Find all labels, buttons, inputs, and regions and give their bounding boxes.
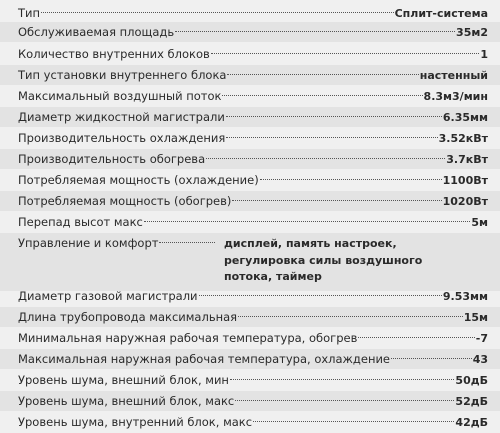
spec-value: 8.3м3/мин [423,90,488,103]
spec-row-control-comfort [0,233,500,291]
spec-row-area [0,22,500,42]
dot-leader [199,295,442,296]
dot-leader [227,74,418,75]
dot-leader [206,158,445,159]
spec-value: 52дБ [455,395,488,408]
spec-row-indoor-units [18,44,488,64]
spec-label: Уровень шума, внутренний блок, макс [18,415,253,429]
spec-label: Максимальная наружная рабочая температура, охлаждение [18,352,391,366]
dot-leader [226,137,437,138]
dot-leader [230,379,454,380]
spec-value: 42дБ [455,416,488,429]
spec-label: Тип [18,6,41,20]
spec-value: 1 [480,48,488,61]
spec-label: Уровень шума, внешний блок, макс [18,394,235,408]
spec-row-cooling-capacity [18,128,488,148]
dot-leader [41,12,394,13]
spec-row-max-outdoor-temp [0,349,500,369]
dot-leader [232,200,441,201]
dot-leader [211,53,480,54]
spec-row-pipe-length [0,307,500,327]
spec-label: Перепад высот макс [18,215,143,229]
spec-row-type [18,3,488,23]
dot-leader [159,242,215,243]
spec-label: Диаметр газовой магистрали [18,289,198,303]
spec-value: -7 [475,332,488,345]
spec-row-power-cooling [18,170,488,190]
spec-label: Максимальный воздушный поток [18,89,222,103]
spec-value: 3.52кВт [438,132,488,145]
dot-leader [226,116,442,117]
dot-leader [144,221,471,222]
spec-label: Производительность обогрева [18,152,206,166]
spec-label: Минимальная наружная рабочая температура, обогрев [18,331,358,345]
spec-value: 50дБ [455,374,488,387]
spec-label: Тип установки внутреннего блока [18,68,227,82]
spec-label: Потребляемая мощность (обогрев) [18,194,232,208]
spec-row-noise-indoor-max [18,412,488,432]
dot-leader [235,400,454,401]
dot-leader [175,31,455,32]
spec-label: Диаметр жидкостной магистрали [18,110,225,124]
spec-value: 1020Вт [442,195,488,208]
spec-value: 15м [463,311,488,324]
spec-value: Сплит-система [394,7,488,20]
spec-row-gas-pipe [18,286,488,306]
spec-label: Длина трубопровода максимальная [18,310,238,324]
dot-leader [260,179,442,180]
spec-row-install-type [0,65,500,85]
spec-value: 1100Вт [442,174,488,187]
spec-value: 35м2 [456,26,488,39]
spec-value: 9.53мм [442,290,488,303]
spec-value: 3.7кВт [446,153,488,166]
spec-value: настенный [419,69,488,82]
spec-row-heating-capacity [0,149,500,169]
spec-label: Потребляемая мощность (охлаждение) [18,173,259,187]
dot-leader [222,95,422,96]
spec-value: дисплей, память настроек, регулировка силы воздушного потока, таймер [224,237,423,283]
spec-row-airflow [18,86,488,106]
spec-row-noise-outdoor-max [0,391,500,411]
dot-leader [238,316,463,317]
spec-value: 43 [472,353,488,366]
spec-label: Уровень шума, внешний блок, мин [18,373,229,387]
spec-label: Обслуживаемая площадь [18,25,175,39]
spec-label: Количество внутренних блоков [18,47,210,61]
dot-leader [253,421,454,422]
spec-row-power-heating [0,191,500,211]
spec-row-noise-outdoor-min [18,370,488,390]
spec-label: Управление и комфорт [18,236,159,250]
spec-label: Производительность охлаждения [18,131,226,145]
dot-leader [358,337,474,338]
dot-leader [391,358,472,359]
spec-value: 6.35мм [442,111,488,124]
spec-row-min-outdoor-temp [18,328,488,348]
spec-row-liquid-pipe [0,107,500,127]
spec-value: 5м [471,216,488,229]
spec-row-height-difference [18,212,488,232]
